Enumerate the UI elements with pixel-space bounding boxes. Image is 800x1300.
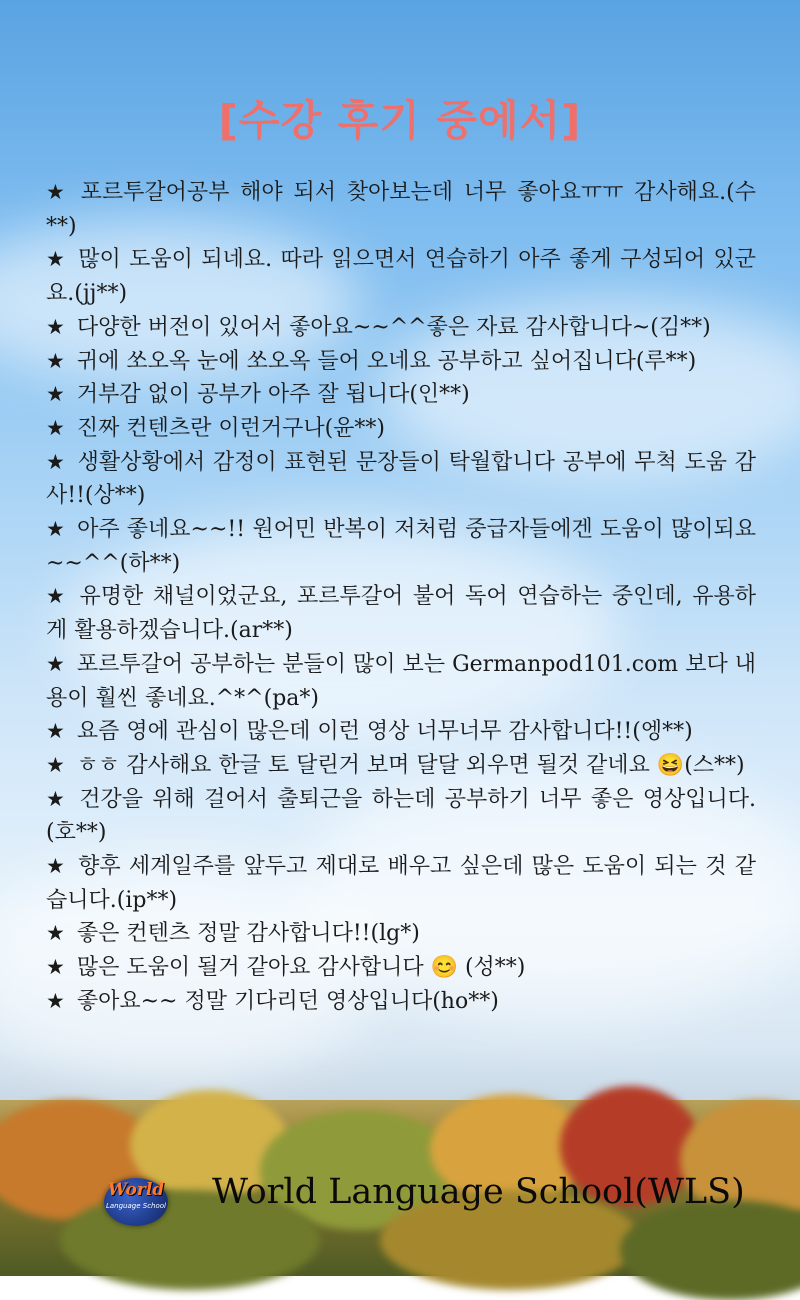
star-icon: ★ (46, 584, 68, 609)
review-text: 포르투갈어 공부하는 분들이 많이 보는 Germanpod101.com 보다 내용이 훨씬 좋네요.^*^(pa*) (46, 651, 756, 711)
review-item (46, 749, 756, 783)
review-item (46, 985, 756, 1019)
review-text: 포르투갈어공부 해야 되서 찾아보는데 너무 좋아요ㅠㅠ 감사해요.(수**) (46, 180, 756, 239)
star-icon: ★ (46, 180, 69, 204)
review-text: 귀에 쏘오옥 눈에 쏘오옥 들어 오네요 공부하고 싶어집니다(루**) (76, 348, 697, 374)
footer (0, 1170, 800, 1230)
review-text: 거부감 없이 공부가 아주 잘 됩니다(인**) (76, 382, 470, 408)
star-icon: ★ (46, 988, 65, 1013)
star-icon: ★ (46, 348, 65, 373)
review-item (46, 951, 756, 985)
review-text: 생활상황에서 감정이 표현된 문장들이 탁월합니다 공부에 무척 도움 감사!!(상**) (46, 449, 756, 509)
review-text: 좋은 컨텐츠 정말 감사합니다!!(lg*) (76, 921, 420, 947)
review-item (46, 412, 756, 446)
review-item (46, 243, 756, 310)
school-logo (104, 1178, 168, 1226)
star-icon: ★ (46, 415, 65, 440)
star-icon: ★ (46, 854, 67, 879)
review-item (46, 715, 756, 749)
review-item (46, 513, 756, 580)
review-text: 향후 세계일주를 앞두고 제대로 배우고 싶은데 많은 도움이 되는 것 같습니다.(ip**) (46, 854, 756, 913)
review-text: 유명한 채널이었군요, 포르투갈어 불어 독어 연습하는 중인데, 유용하게 활용하겠습니다.(ar**) (46, 584, 757, 644)
review-item (46, 311, 756, 345)
star-icon: ★ (46, 719, 65, 744)
logo-subtext: Language School (105, 1202, 166, 1210)
star-icon: ★ (46, 517, 66, 542)
review-item (46, 850, 756, 917)
review-item (46, 917, 756, 951)
brand-name: World Language School(WLS) (212, 1172, 745, 1212)
review-text: 많은 도움이 될거 같아요 감사합니다 😊 (성**) (76, 955, 526, 981)
star-icon: ★ (46, 314, 65, 339)
review-text: ㅎㅎ 감사해요 한글 토 달린거 보며 달달 외우면 될것 같네요 😆(스**) (76, 752, 745, 778)
review-item (46, 648, 756, 715)
review-text: 아주 좋네요~~!! 원어민 반복이 저처럼 중급자들에겐 도움이 많이되요~~^^(하**) (46, 517, 756, 576)
review-item (46, 176, 756, 243)
star-icon: ★ (46, 752, 65, 777)
star-icon: ★ (46, 786, 68, 811)
review-list (46, 176, 756, 1019)
star-icon: ★ (46, 449, 66, 474)
review-item (46, 580, 756, 647)
review-text: 건강을 위해 걸어서 출퇴근을 하는데 공부하기 너무 좋은 영상입니다.(호**) (46, 786, 757, 846)
review-text: 좋아요~~ 정말 기다리던 영상입니다(ho**) (76, 988, 499, 1014)
review-text: 많이 도움이 되네요. 따라 읽으면서 연습하기 아주 좋게 구성되어 있군요.(jj**) (46, 247, 756, 307)
review-text: 요즘 영에 관심이 많은데 이런 영상 너무너무 감사합니다!!(엥**) (76, 719, 693, 745)
star-icon: ★ (46, 247, 67, 272)
star-icon: ★ (46, 651, 65, 676)
review-item (46, 783, 756, 850)
star-icon: ★ (46, 921, 65, 946)
star-icon: ★ (46, 382, 65, 407)
star-icon: ★ (46, 955, 65, 980)
review-text: 진짜 컨텐츠란 이런거구나(윤**) (76, 415, 386, 441)
page-title: [수강 후기 중에서] (218, 96, 582, 145)
review-item (46, 378, 756, 412)
review-item (46, 446, 756, 513)
logo-wordmark: World (107, 1180, 165, 1200)
review-text: 다양한 버전이 있어서 좋아요~~^^좋은 자료 감사합니다~(김**) (76, 314, 711, 340)
review-item (46, 345, 756, 379)
